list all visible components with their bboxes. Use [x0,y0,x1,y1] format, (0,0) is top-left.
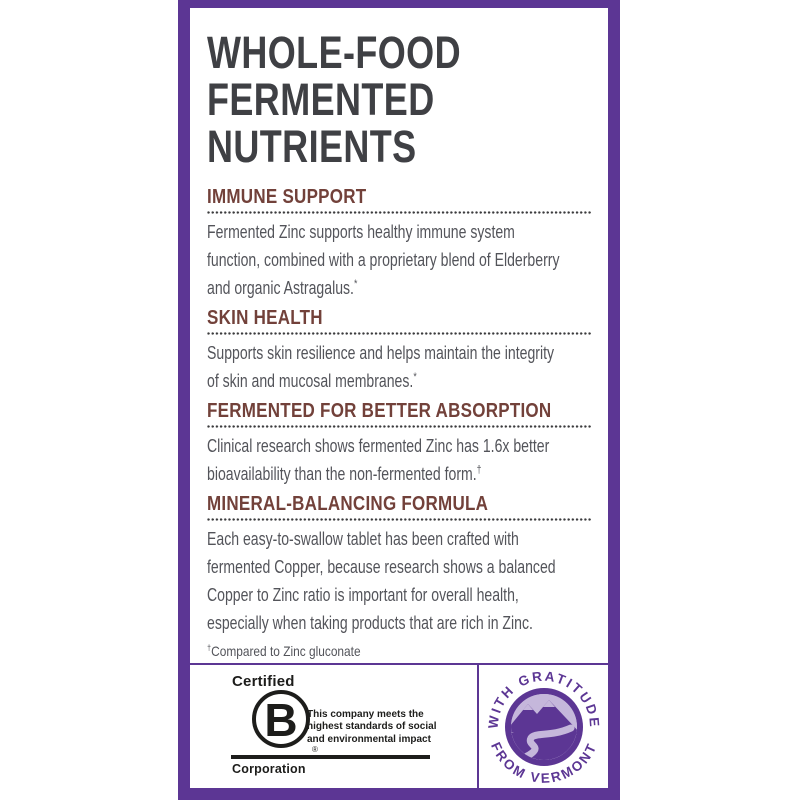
certified-label: Certified [232,673,295,690]
badge-arc-bottom-text: FROM VERMONT [487,739,600,786]
dagger-superscript: † [207,642,212,653]
section-mineral-balancing [207,493,592,637]
label-content [190,8,608,663]
body-line: Supports skin resilience and helps maintain the integrity [207,342,555,363]
bcorp-tagline [307,709,436,746]
section-heading: FERMENTED FOR BETTER ABSORPTION [207,400,552,422]
section-heading: IMMUNE SUPPORT [207,186,367,208]
registered-trademark-icon: ® [312,745,318,754]
body-line: especially when taking products that are rich in Zinc. [207,612,533,633]
body-line: Each easy-to-swallow tablet has been crafted with [207,528,519,549]
footnote-text: Compared to Zinc gluconate [211,643,361,659]
body-line-text: of skin and mucosal membranes. [207,370,414,391]
section-body [207,432,550,488]
body-line: Clinical research shows fermented Zinc has 1.6x better [207,435,550,456]
asterisk-superscript: * [413,370,417,383]
dotted-separator [207,425,592,428]
section-body [207,218,560,302]
dotted-separator [207,332,592,335]
label-frame [178,0,620,800]
body-line: Copper to Zinc ratio is important for overall health, [207,584,519,605]
body-line [207,367,500,395]
body-line: function, combined with a proprietary blend of Elderberry [207,249,560,270]
bottom-badges-strip [190,663,608,788]
footnote [207,643,534,659]
tagline-line: highest standards of social [307,721,437,733]
vermont-badge-cell [479,665,608,788]
section-body [207,339,555,395]
tagline-line: This company meets the [307,709,424,720]
body-line: fermented Copper, because research shows a balanced [207,556,556,577]
tagline-line: and environmental impact [307,733,431,745]
corporation-label: Corporation [232,762,306,776]
body-line-text: and organic Astragalus. [207,277,354,298]
body-line [207,274,500,302]
svg-text:B: B [264,694,298,746]
section-heading: SKIN HEALTH [207,307,323,329]
tagline-underline [307,755,430,759]
dotted-separator [207,518,592,521]
section-body [207,525,556,637]
title-line: WHOLE-FOOD [207,27,461,78]
section-immune-support [207,186,592,302]
section-skin-health [207,307,592,395]
title-line: NUTRIENTS [207,121,417,172]
title-line: FERMENTED [207,74,435,125]
section-heading: MINERAL-BALANCING FORMULA [207,493,489,515]
badge-arc-top-text: WITH GRATITUDE [485,668,602,729]
dotted-separator [207,211,592,214]
asterisk-superscript: * [353,277,358,290]
body-line [207,460,500,488]
product-title [207,29,515,170]
body-line: Fermented Zinc supports healthy immune system [207,221,515,242]
dagger-superscript: † [476,463,482,476]
vermont-gratitude-badge-icon [485,668,603,786]
bcorp-certification-block [190,665,479,788]
body-line-text: bioavailability than the non-fermented form. [207,463,477,484]
bcorp-circle-b-icon [250,688,312,750]
bcorp-underline [231,755,310,759]
section-better-absorption [207,400,592,488]
